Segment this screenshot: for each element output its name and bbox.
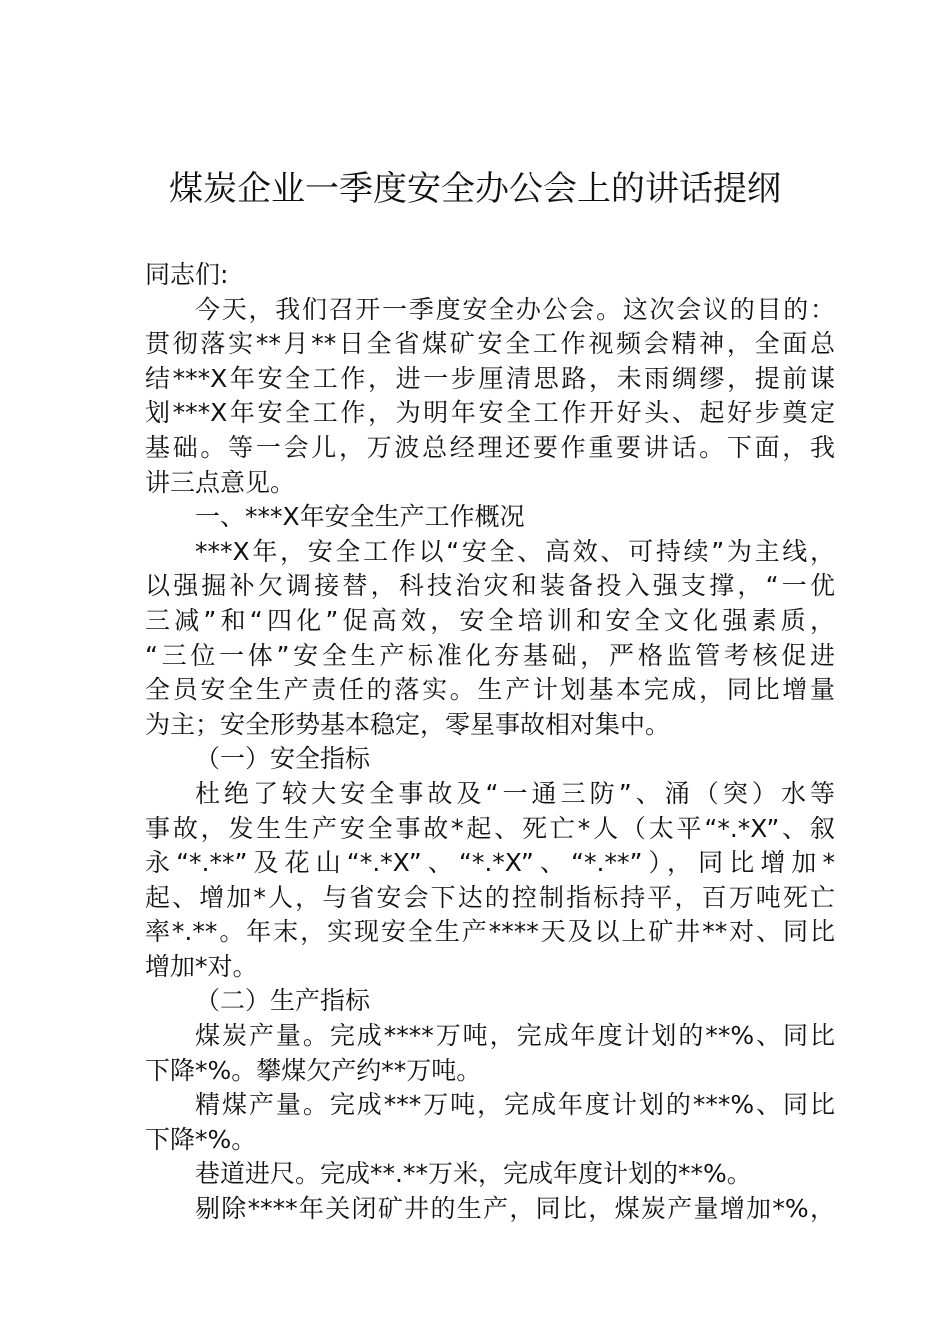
- text-line: 以强掘补欠调接替，科技治灾和装备投入强支撑，“一优: [145, 571, 835, 601]
- text-line: 为主；安全形势基本稳定，零星事故相对集中。: [145, 709, 671, 739]
- text-line: 率*.**。年末，实现安全生产****天及以上矿井**对、同比: [145, 917, 835, 947]
- text-line: ***X年，安全工作以“安全、高效、可持续”为主线，: [195, 536, 835, 566]
- text-line: （二）生产指标: [195, 986, 371, 1016]
- text-line: 三减”和“四化”促高效，安全培训和安全文化强素质，: [145, 605, 835, 635]
- text-line: 讲三点意见。: [145, 467, 296, 497]
- text-line: 剔除****年关闭矿井的生产，同比，煤炭产量增加*%，: [195, 1194, 835, 1224]
- text-line: 增加*对。: [145, 951, 258, 981]
- text-line: 精煤产量。完成***万吨，完成年度计划的***%、同比: [195, 1090, 835, 1120]
- text-line: 下降*%。: [145, 1124, 257, 1154]
- text-line: 划***X年安全工作，为明年安全工作开好头、起好步奠定: [145, 398, 835, 428]
- text-line: 同志们:: [145, 260, 229, 289]
- text-line: （一）安全指标: [195, 744, 371, 774]
- text-line: 一、***X年安全生产工作概况: [195, 502, 525, 532]
- document-body: [145, 258, 835, 1227]
- text-line: 事故，发生生产安全事故*起、死亡*人（太平“*.*X”、叙: [145, 813, 835, 843]
- text-line: 贯彻落实**月**日全省煤矿安全工作视频会精神，全面总: [145, 329, 835, 359]
- text-line: “三位一体”安全生产标准化夯基础，严格监管考核促进: [145, 640, 835, 670]
- text-line: 基础。等一会儿，万波总经理还要作重要讲话。下面，我: [145, 432, 835, 462]
- text-line: 煤炭产量。完成****万吨，完成年度计划的**%、同比: [195, 1021, 835, 1051]
- text-line: 杜绝了较大安全事故及“一通三防”、涌（突）水等: [195, 778, 835, 808]
- text-line: 永“*.**”及花山“*.*X”、“*.*X”、“*.**”），同比增加*: [145, 848, 835, 878]
- text-line: 起、增加*人，与省安会下达的控制指标持平，百万吨死亡: [145, 882, 835, 912]
- text-line: 巷道进尺。完成**.**万米，完成年度计划的**%。: [195, 1159, 752, 1189]
- document-title: 煤炭企业一季度安全办公会上的讲话提纲: [169, 169, 781, 209]
- text-line: 全员安全生产责任的落实。生产计划基本完成，同比增量: [145, 675, 835, 705]
- text-line: 今天，我们召开一季度安全办公会。这次会议的目的：: [195, 294, 835, 324]
- text-line: 下降*%。攀煤欠产约**万吨。: [145, 1055, 482, 1085]
- text-line: 结***X年安全工作，进一步厘清思路，未雨绸缪，提前谋: [145, 363, 835, 393]
